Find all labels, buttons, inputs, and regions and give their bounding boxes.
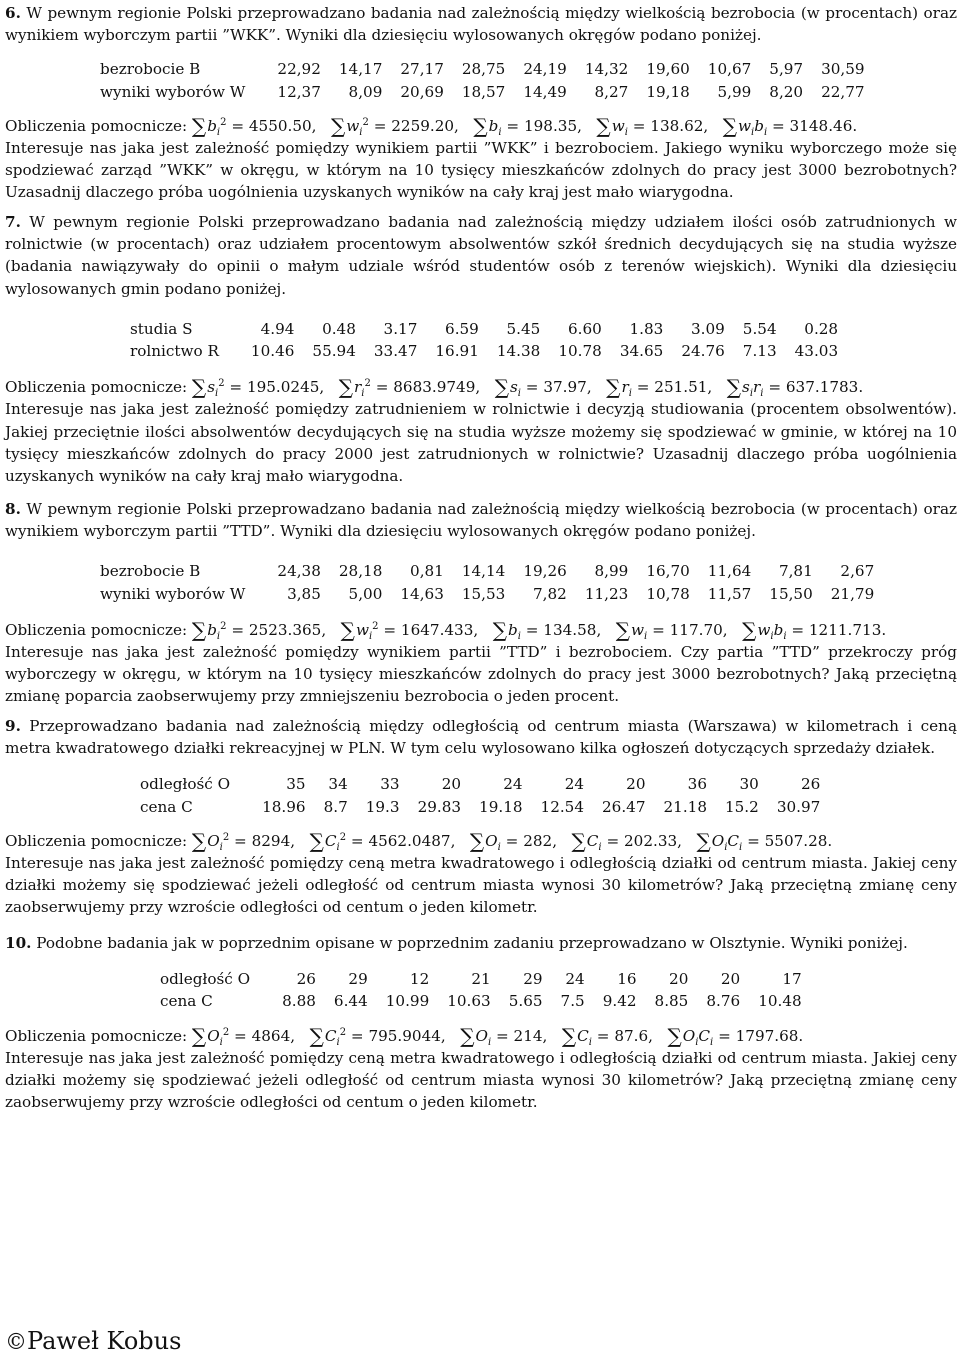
table-cell: 10,78 bbox=[646, 584, 690, 603]
row-label: odległość O bbox=[140, 775, 231, 794]
table-cell: 22,77 bbox=[821, 82, 865, 101]
table-cell: 8,99 bbox=[594, 562, 629, 581]
problem-6-question: Interesuje nas jaka jest zależność pomiędzy wynikiem partii ”WKK” i bezrobociem. Jakiego wyniku wyborczego może się spodziewać zarząd ”WKK” w okręgu, w którym na 10 tysięcy mieszkańców zdolnych do pracy jest 3000 bezrobotnych? Uzasadnij dlaczego próba uogólnienia uzyskanych wyników na cały kraj jest mało wiarygodna. bbox=[5, 139, 957, 202]
table-cell: 24.76 bbox=[681, 342, 725, 361]
problem-10 bbox=[5, 932, 957, 1113]
aux-value: = 4562.0487, bbox=[350, 831, 456, 850]
table-cell: 28,75 bbox=[461, 60, 506, 79]
problem-9-intro bbox=[5, 715, 957, 759]
table-cell: 6.60 bbox=[568, 319, 602, 338]
table-cell: 10.48 bbox=[758, 992, 802, 1011]
problem-intro-text: W pewnym regionie Polski przeprowadzano badania nad zależnością między udziałem ilości osób zatrudnionych w rolnictwie (w procentach) oraz udziałem procentowym absolwentów szkół średnich decydujących się na studia wyższe (badania nawiązywały do opinii o małym udziale wśród studentów osób z terenów wiejskich). Wyniki dla dziesięciu wylosowanych gmin podano poniżej. bbox=[5, 213, 957, 298]
problem-7-intro bbox=[5, 211, 957, 300]
table-cell: 1.83 bbox=[629, 319, 664, 338]
table-cell: 14,63 bbox=[400, 584, 444, 603]
table-cell: 14,49 bbox=[523, 82, 567, 101]
table-cell: 8.88 bbox=[282, 992, 316, 1011]
table-cell: 0,81 bbox=[410, 562, 444, 581]
aux-value: = 4864, bbox=[234, 1026, 296, 1045]
table-cell: 43.03 bbox=[794, 342, 839, 361]
table-cell: 0.48 bbox=[322, 319, 356, 338]
aux-value: = 5507.28. bbox=[747, 831, 833, 850]
table-cell: 21.18 bbox=[663, 797, 707, 816]
aux-value: = 251.51, bbox=[636, 378, 713, 397]
table-cell: 10.46 bbox=[250, 342, 295, 361]
table-cell: 26 bbox=[296, 970, 316, 989]
table-cell: 24 bbox=[565, 970, 585, 989]
table-cell: 20 bbox=[441, 775, 462, 794]
table-cell: 5,00 bbox=[348, 584, 383, 603]
table-cell: 19,26 bbox=[523, 562, 567, 581]
table-cell: 34 bbox=[328, 775, 348, 794]
aux-label: Obliczenia pomocnicze: bbox=[5, 620, 188, 639]
table-cell: 8,20 bbox=[769, 82, 804, 101]
table-cell: 10.78 bbox=[558, 342, 602, 361]
table-cell: 19.3 bbox=[365, 797, 400, 816]
table-cell: 19,60 bbox=[646, 60, 690, 79]
table-row bbox=[140, 773, 820, 795]
aux-value: = 3148.46. bbox=[772, 116, 858, 135]
row-label: studia S bbox=[130, 319, 193, 338]
table-cell: 35 bbox=[286, 775, 306, 794]
aux-value: = 282, bbox=[505, 831, 558, 850]
table-cell: 55.94 bbox=[312, 342, 356, 361]
table-cell: 24,19 bbox=[523, 60, 567, 79]
table-cell: 8.76 bbox=[706, 992, 741, 1011]
aux-value: = 138.62, bbox=[632, 116, 709, 135]
auxiliary-calculations-7: Obliczenia pomocnicze: $\sum s_i^2 = 195.0245$, $\sum r_i^2 = 8683.9749$, $\sum s_i = 37.97$, $\sum r_i = 251.51$, $\sum s_ir_i = 637.1783$. bbox=[5, 375, 864, 400]
table-cell: 11,57 bbox=[707, 584, 752, 603]
aux-label: Obliczenia pomocnicze: bbox=[5, 831, 188, 850]
aux-value: = 214, bbox=[496, 1026, 548, 1045]
table-row bbox=[140, 796, 820, 818]
table-row bbox=[100, 58, 865, 80]
table-cell: 14,14 bbox=[461, 562, 506, 581]
table-row bbox=[130, 340, 838, 362]
table-cell: 6.59 bbox=[445, 319, 479, 338]
data-table-10 bbox=[160, 968, 802, 1012]
aux-value: = 1797.68. bbox=[718, 1026, 804, 1045]
table-cell: 28,18 bbox=[338, 562, 383, 581]
auxiliary-calculations-6: Obliczenia pomocnicze: $\sum b_i^2 = 4550.50$, $\sum w_i^2 = 2259.20$, $\sum b_i = 198.35$, $\sum w_i = 138.62$, $\sum w_ib_i = 3148.46$. bbox=[5, 113, 858, 138]
table-cell: 29 bbox=[348, 970, 368, 989]
aux-value: = 202.33, bbox=[606, 831, 682, 850]
table-cell: 8,09 bbox=[348, 82, 383, 101]
table-cell: 30 bbox=[739, 775, 759, 794]
aux-value: = 795.9044, bbox=[350, 1026, 446, 1045]
aux-value: = 195.0245, bbox=[229, 378, 325, 397]
table-cell: 8.7 bbox=[323, 797, 348, 816]
data-table-9 bbox=[140, 773, 820, 817]
aux-value: = 117.70, bbox=[652, 620, 728, 639]
table-cell: 8.85 bbox=[654, 992, 689, 1011]
data-table-6 bbox=[100, 58, 865, 102]
problem-10-intro bbox=[5, 932, 957, 954]
table-row bbox=[100, 81, 865, 103]
aux-value: = 2259.20, bbox=[373, 116, 459, 135]
table-cell: 29.83 bbox=[417, 797, 462, 816]
problem-10-question: Interesuje nas jaka jest zależność pomiędzy ceną metra kwadratowego i odległością działki od centrum miasta. Jakiej ceny działki możemy się spodziewać jeżeli odległość od centrum miasta wynosi 30 kilometrów? Jaką przeciętną zmianę ceny zaobserwujemy przy wzroście odległości od centum o jeden kilometr. bbox=[5, 1048, 957, 1112]
aux-value: = 4550.50, bbox=[231, 116, 317, 135]
row-label: odległość O bbox=[160, 970, 251, 989]
table-row bbox=[100, 560, 874, 582]
problem-number: 8. bbox=[5, 500, 21, 518]
table-cell: 11,64 bbox=[707, 562, 752, 581]
author-name: Paweł Kobus bbox=[27, 1327, 182, 1355]
row-label: wyniki wyborów W bbox=[100, 584, 246, 603]
table-cell: 29 bbox=[523, 970, 543, 989]
aux-label: Obliczenia pomocnicze: bbox=[5, 116, 188, 135]
problem-9-question: Interesuje nas jaka jest zależność pomiędzy ceną metra kwadratowego i odległością działki od centrum miasta. Jakiej ceny działki możemy się spodziewać jeżeli odległość od centrum miasta wynosi 30 kilometrów? Jaką przeciętną zmianę ceny zaobserwujemy przy wzroście odległości od centum o jeden kilometr. bbox=[5, 854, 957, 917]
table-cell: 22,92 bbox=[277, 60, 321, 79]
table-cell: 7.5 bbox=[560, 992, 585, 1011]
table-cell: 9.42 bbox=[602, 992, 637, 1011]
table-cell: 10,67 bbox=[707, 60, 752, 79]
table-row bbox=[160, 968, 802, 990]
table-cell: 5.65 bbox=[508, 992, 543, 1011]
table-cell: 14,17 bbox=[338, 60, 383, 79]
table-cell: 24,38 bbox=[277, 562, 321, 581]
table-cell: 5.45 bbox=[506, 319, 541, 338]
table-cell: 16,70 bbox=[646, 562, 690, 581]
table-cell: 15,50 bbox=[769, 584, 813, 603]
table-row bbox=[100, 583, 874, 605]
aux-value: = 1647.433, bbox=[383, 620, 479, 639]
table-cell: 14,32 bbox=[584, 60, 629, 79]
table-cell: 3.09 bbox=[690, 319, 725, 338]
footer-copyright bbox=[5, 1327, 181, 1355]
table-cell: 14.38 bbox=[496, 342, 541, 361]
table-cell: 5.54 bbox=[742, 319, 777, 338]
aux-value: = 134.58, bbox=[525, 620, 602, 639]
row-label: rolnictwo R bbox=[130, 342, 219, 361]
problem-number: 6. bbox=[5, 4, 21, 22]
row-label: wyniki wyborów W bbox=[100, 82, 246, 101]
table-cell: 4.94 bbox=[260, 319, 295, 338]
auxiliary-calculations-10: Obliczenia pomocnicze: $\sum O_i^2 = 4864$, $\sum C_i^2 = 795.9044$, $\sum O_i = 214$, $\sum C_i = 87.6$, $\sum O_iC_i = 1797.68$. bbox=[5, 1023, 804, 1048]
table-cell: 20 bbox=[626, 775, 646, 794]
table-cell: 10.63 bbox=[447, 992, 491, 1011]
table-cell: 24 bbox=[503, 775, 523, 794]
table-cell: 36 bbox=[687, 775, 707, 794]
table-cell: 27,17 bbox=[400, 60, 444, 79]
table-cell: 5,99 bbox=[717, 82, 752, 101]
table-cell: 8,27 bbox=[594, 82, 629, 101]
problem-number: 10. bbox=[5, 934, 32, 952]
problem-7-question: Interesuje nas jaka jest zależność pomiędzy zatrudnieniem w rolnictwie i decyzją studiowania (procentem obsolwentów). Jakiej przeciętnie ilości absolwentów decydujących się na studia wyższe możemy się spodziewać w gminie, w której na 10 tysięcy mieszkańców zdolnych do pracy 2000 jest zatrudnionych w rolnictwie? Uzasadnij dlaczego próba uogólnienia uzyskanych wyników na cały kraj mało wiarygodna. bbox=[5, 400, 957, 486]
table-cell: 33 bbox=[380, 775, 400, 794]
problem-number: 7. bbox=[5, 213, 21, 231]
table-cell: 12 bbox=[409, 970, 430, 989]
aux-value: = 8294, bbox=[234, 831, 296, 850]
problem-number: 9. bbox=[5, 717, 21, 735]
aux-value: = 8683.9749, bbox=[375, 378, 481, 397]
table-cell: 7.13 bbox=[742, 342, 777, 361]
row-label: cena C bbox=[160, 992, 213, 1011]
table-cell: 12,37 bbox=[277, 82, 321, 101]
table-cell: 30,59 bbox=[821, 60, 865, 79]
table-cell: 20,69 bbox=[400, 82, 444, 101]
table-cell: 17 bbox=[782, 970, 802, 989]
aux-value: = 2523.365, bbox=[231, 620, 327, 639]
table-cell: 0.28 bbox=[804, 319, 839, 338]
row-label: bezrobocie B bbox=[100, 60, 201, 79]
aux-value: = 198.35, bbox=[506, 116, 582, 135]
problem-intro-text: Podobne badania jak w poprzednim opisane w poprzednim zadaniu przeprowadzano w Olsztynie. Wyniki poniżej. bbox=[36, 934, 908, 952]
table-cell: 20 bbox=[720, 970, 741, 989]
table-cell: 12.54 bbox=[540, 797, 585, 816]
table-cell: 3,85 bbox=[287, 584, 321, 603]
table-cell: 33.47 bbox=[373, 342, 418, 361]
table-cell: 21 bbox=[471, 970, 491, 989]
table-cell: 34.65 bbox=[619, 342, 664, 361]
table-cell: 16.91 bbox=[435, 342, 479, 361]
auxiliary-calculations-9: Obliczenia pomocnicze: $\sum O_i^2 = 8294$, $\sum C_i^2 = 4562.0487$, $\sum O_i = 282$, $\sum C_i = 202.33$, $\sum O_iC_i = 5507.28$. bbox=[5, 828, 833, 853]
problem-7 bbox=[5, 211, 957, 487]
table-cell: 7,81 bbox=[778, 562, 813, 581]
table-cell: 21,79 bbox=[830, 584, 875, 603]
table-cell: 24 bbox=[564, 775, 585, 794]
table-cell: 11,23 bbox=[584, 584, 629, 603]
data-table-7 bbox=[130, 318, 838, 362]
table-cell: 3.17 bbox=[383, 319, 418, 338]
aux-label: Obliczenia pomocnicze: bbox=[5, 1026, 188, 1045]
problem-9 bbox=[5, 715, 957, 919]
table-cell: 2,67 bbox=[840, 562, 875, 581]
aux-value: = 637.1783. bbox=[768, 378, 864, 397]
table-row bbox=[130, 318, 838, 340]
table-cell: 26.47 bbox=[602, 797, 646, 816]
table-cell: 10.99 bbox=[385, 992, 430, 1011]
table-cell: 18.96 bbox=[262, 797, 306, 816]
table-cell: 5,97 bbox=[769, 60, 804, 79]
aux-value: = 1211.713. bbox=[791, 620, 887, 639]
row-label: cena C bbox=[140, 797, 193, 816]
problem-intro-text: W pewnym regionie Polski przeprowadzano badania nad zależnością między wielkością bezrobocia (w procentach) oraz wynikiem wyborczym partii ”WKK”. Wyniki dla dziesięciu wylosowanych okręgów podano poniżej. bbox=[5, 4, 958, 45]
problem-8-question: Interesuje nas jaka jest zależność pomiędzy wynikiem partii ”TTD” i bezrobociem. Czy partia ”TTD” przekroczy próg wyborczegy w okręgu, w którym na 10 tysięcy mieszkańców zdolnych do pracy jest 3000 bezrobotnych? Jaką przeciętną zmianę poparcia zaobserwujemy przy zmniejszeniu bezrobocia o jeden procent. bbox=[5, 643, 957, 706]
row-label: bezrobocie B bbox=[100, 562, 201, 581]
table-cell: 18,57 bbox=[461, 82, 506, 101]
problem-intro-text: Przeprowadzano badania nad zależnością między odległością od centrum miasta (Warszawa) w kilometrach i ceną metra kwadratowego działki rekreacyjnej w PLN. W tym celu wylosowano kilka ogłoszeń dotyczących sprzedaży działek. bbox=[5, 717, 958, 758]
problem-6-intro bbox=[5, 2, 957, 46]
copyright-icon: © bbox=[5, 1330, 27, 1355]
problem-8 bbox=[5, 498, 957, 708]
aux-value: = 87.6, bbox=[596, 1026, 653, 1045]
table-cell: 16 bbox=[617, 970, 637, 989]
table-cell: 19.18 bbox=[479, 797, 523, 816]
table-cell: 30.97 bbox=[776, 797, 821, 816]
table-cell: 15,53 bbox=[461, 584, 506, 603]
table-cell: 6.44 bbox=[333, 992, 368, 1011]
auxiliary-calculations-8: Obliczenia pomocnicze: $\sum b_i^2 = 2523.365$, $\sum w_i^2 = 1647.433$, $\sum b_i = 134.58$, $\sum w_i = 117.70$, $\sum w_ib_i = 1211.713$. bbox=[5, 617, 887, 642]
aux-value: = 37.97, bbox=[525, 378, 592, 397]
problem-intro-text: W pewnym regionie Polski przeprowadzano badania nad zależnością między wielkością bezrobocia (w procentach) oraz wynikiem wyborczym partii ”TTD”. Wyniki dla dziesięciu wylosowanych okręgów podano poniżej. bbox=[5, 500, 958, 541]
table-cell: 20 bbox=[669, 970, 689, 989]
table-cell: 26 bbox=[800, 775, 821, 794]
table-cell: 15.2 bbox=[724, 797, 759, 816]
problem-8-intro bbox=[5, 498, 957, 542]
table-cell: 7,82 bbox=[533, 584, 567, 603]
table-cell: 19,18 bbox=[646, 82, 690, 101]
problem-6 bbox=[5, 2, 957, 204]
data-table-8 bbox=[100, 560, 874, 604]
aux-label: Obliczenia pomocnicze: bbox=[5, 378, 188, 397]
table-row bbox=[160, 990, 802, 1012]
